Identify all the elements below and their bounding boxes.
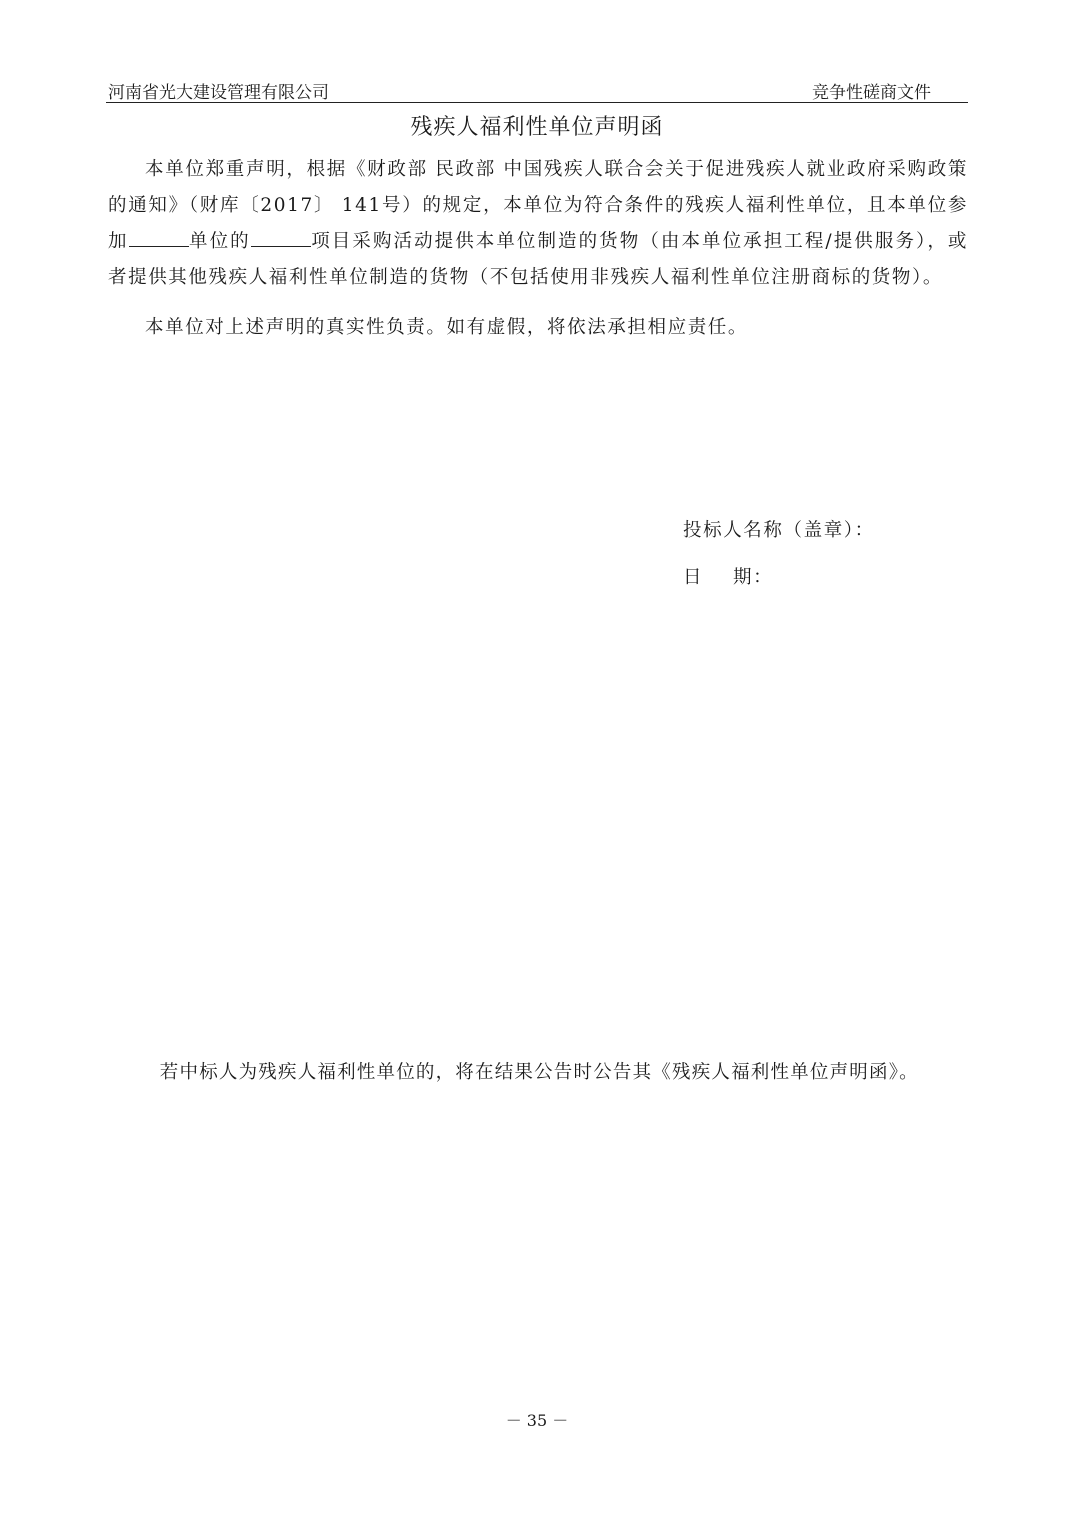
declaration-paragraph-2: 本单位对上述声明的真实性负责。如有虚假，将依法承担相应责任。	[145, 317, 749, 338]
paragraph-1-text-b: 单位的	[188, 231, 251, 252]
header-document-type: 竞争性磋商文件	[812, 83, 931, 103]
header-divider	[106, 102, 968, 103]
footnote-text: 若中标人为残疾人福利性单位的，将在结果公告时公告其《残疾人福利性单位声明函》。	[159, 1062, 919, 1083]
bidder-name-label: 投标人名称（盖章）：	[683, 520, 875, 541]
declaration-body	[108, 152, 968, 346]
document-title: 残疾人福利性单位声明函	[410, 115, 664, 140]
header-company-name: 河南省光大建设管理有限公司	[108, 83, 329, 103]
paragraph-1-text-c: 项目采购活动提供本单位制造的货物（由本单位承担工程/提供服务），或者提供其他残疾人福利性单位制造的货物（不包括使用非残疾人福利性单位注册商标的货物）。	[108, 231, 968, 288]
date-label: 日 期：	[683, 567, 774, 588]
declaration-paragraph-1	[108, 152, 968, 296]
blank-project-field	[251, 230, 311, 247]
page-number: － 35 －	[505, 1411, 569, 1430]
blank-purchaser-field	[129, 230, 189, 247]
paragraph-1-text-a: 本单位郑重声明，根据《财政部 民政部 中国残疾人联合会关于促进残疾人就业政府采购政策的通知》（财库〔2017〕 141号）的规定，本单位为符合条件的残疾人福利性单位，且本单位参加	[108, 159, 968, 252]
